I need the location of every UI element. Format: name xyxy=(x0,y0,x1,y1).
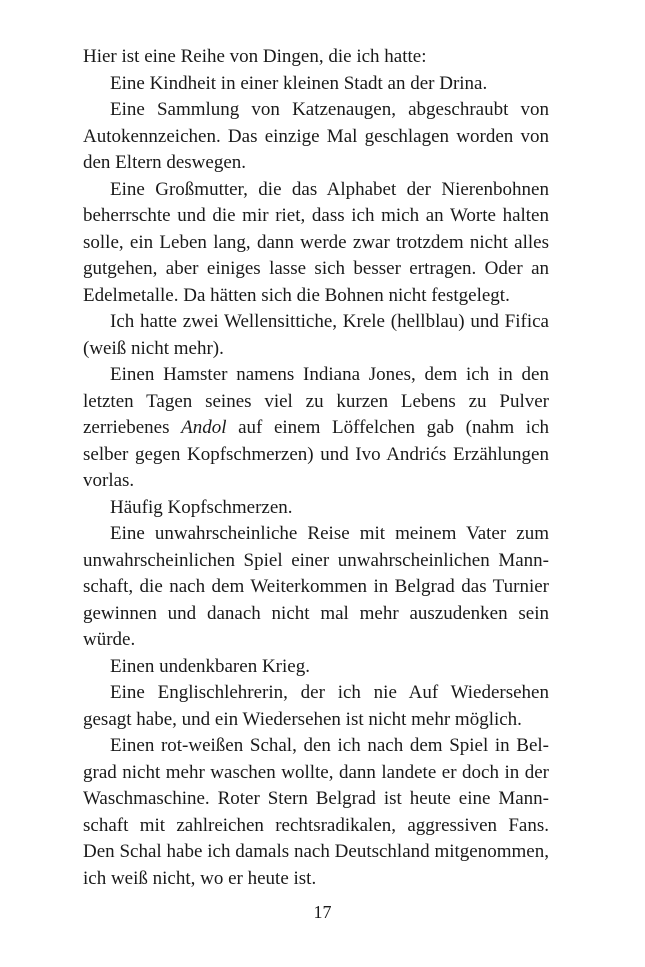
paragraph: Eine Englischlehrerin, der ich nie Auf Wiedersehen gesagt habe, und ein Wiedersehen ist nicht mehr möglich. xyxy=(83,682,549,730)
paragraph: Ich hatte zwei Wellensittiche, Krele (hellblau) und Fifica (weiß nicht mehr). xyxy=(83,311,549,359)
body-text xyxy=(83,44,549,892)
paragraph xyxy=(83,362,549,495)
page-number: 17 xyxy=(313,902,332,922)
paragraph: Eine Sammlung von Katzenaugen, abgeschraubt von Autokennzeichen. Das einzige Mal geschlagen worden von den Eltern deswegen. xyxy=(83,99,549,173)
paragraph: Eine unwahrscheinliche Reise mit meinem Vater zum unwahrscheinlichen Spiel einer unwahrscheinlichen Mannschaft, die nach dem Weiterkommen in Belgrad das Turnier gewinnen und danach nicht mal mehr auszudenken sein würde. xyxy=(83,523,549,650)
paragraph: Einen rot-weißen Schal, den ich nach dem Spiel in Belgrad nicht mehr waschen wollte, dann landete er doch in der Waschmaschine. Roter Stern Belgrad ist heute eine Mannschaft mit zahlreichen rechtsradikalen, aggressiven Fans. Den Schal habe ich damals nach Deutschland mitgenommen, ich weiß nicht, wo er heute ist. xyxy=(83,735,549,889)
paragraph: Eine Großmutter, die das Alphabet der Nierenbohnen beherrschte und die mir riet, dass ich mich an Worte halten solle, ein Leben lang, dann werde zwar trotzdem nicht alles gutgehen, aber einiges lasse sich besser ertragen. Oder an Edelmetalle. Da hätten sich die Bohnen nicht festgelegt. xyxy=(83,178,549,306)
paragraph: Hier ist eine Reihe von Dingen, die ich hatte: xyxy=(83,46,427,67)
paragraph: Eine Kindheit in einer kleinen Stadt an der Drina. xyxy=(110,72,488,94)
paragraph: Häufig Kopfschmerzen. xyxy=(110,496,293,518)
paragraph: Einen undenkbaren Krieg. xyxy=(110,655,310,677)
paragraph-text: auf einem Löffelchen gab (nahm ich selber gegen Kopfschmerzen) und Ivo Andrićs Erzählungen vorlas. xyxy=(83,417,549,491)
italic-term: Andol xyxy=(181,417,227,438)
paragraph-text: Einen Hamster namens Indiana Jones, dem ich in den letzten Tagen seines viel zu kurzen Lebens zu Pulver zerriebenes xyxy=(83,364,549,438)
